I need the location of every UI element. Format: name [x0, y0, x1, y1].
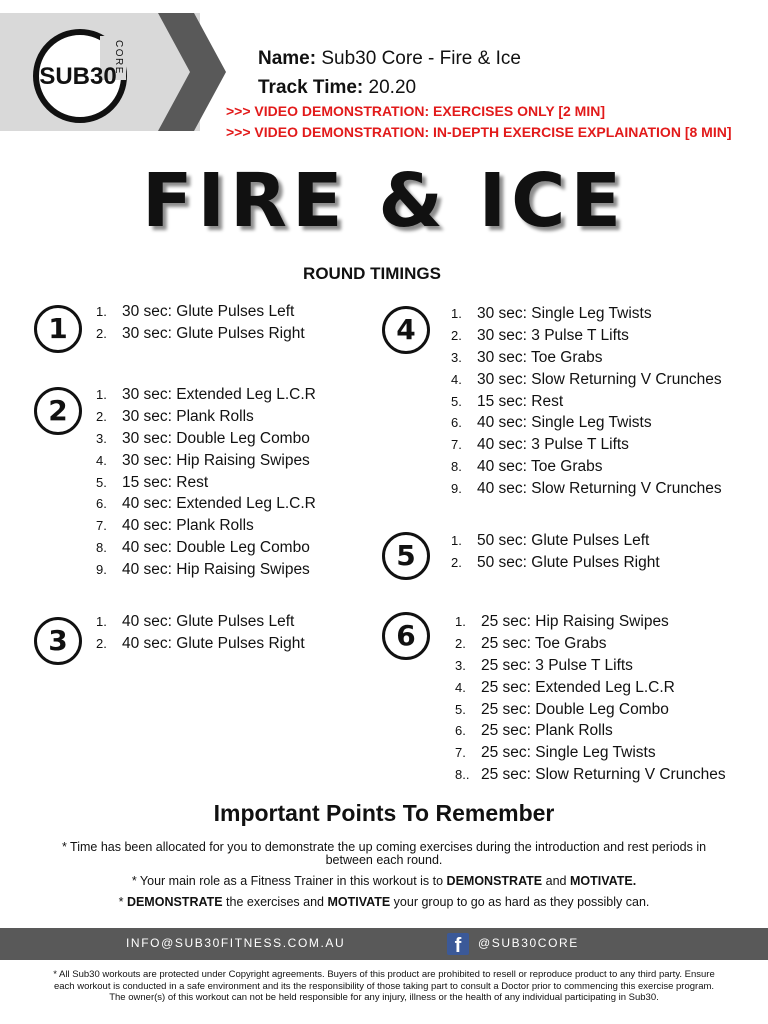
track-time-value: 20.20	[368, 77, 417, 98]
social-handle-link[interactable]: @SUB30CORE	[478, 936, 579, 950]
track-time-label: Track Time:	[258, 77, 364, 98]
contact-email-link[interactable]: INFO@SUB30FITNESS.COM.AU	[126, 936, 346, 950]
round-number-badge: 1	[34, 305, 82, 353]
legal-disclaimer: * All Sub30 workouts are protected under Copyright agreements. Buyers of this product are prohibited to resell or reproduce product to any third party. Ensure each workout is conducted in a safe environment and its the responsibility of those taking part to consult a Doctor prior to commencing this exercise program. The owner(s) of this workout can not be held responsible for any injury, illness or the health of any individual participating in Sub30.	[53, 969, 715, 1003]
note-main-role: * Your main role as a Fitness Trainer in this workout is to DEMONSTRATE and MOTIVATE.	[131, 874, 637, 888]
page-title: FIRE & ICE	[141, 158, 627, 244]
round-number-badge: 5	[382, 532, 430, 580]
name-label: Name:	[258, 48, 317, 69]
workout-info	[258, 44, 521, 102]
important-points-heading: Important Points To Remember	[213, 800, 555, 826]
name-row	[258, 44, 521, 73]
name-value: Sub30 Core - Fire & Ice	[321, 48, 521, 69]
facebook-icon[interactable]: f	[447, 933, 469, 955]
video-link-exercises-only[interactable]: >>> VIDEO DEMONSTRATION: EXERCISES ONLY [2 MIN]	[226, 103, 605, 119]
chevron-arrow-icon	[158, 13, 228, 131]
footer-bar	[0, 928, 768, 960]
note-demonstrate-motivate: * DEMONSTRATE the exercises and MOTIVATE your group to go as hard as they possibly can.	[118, 895, 650, 909]
round-timings-heading: ROUND TIMINGS	[303, 264, 441, 283]
svg-text:CORE: CORE	[113, 40, 124, 75]
track-time-row	[258, 73, 521, 102]
video-link-in-depth[interactable]: >>> VIDEO DEMONSTRATION: IN-DEPTH EXERCISE EXPLAINATION [8 MIN]	[226, 124, 732, 140]
round-number-badge: 4	[382, 306, 430, 354]
note-time-allocated: * Time has been allocated for you to demonstrate the up coming exercises during the introduction and rest periods in between each round.	[61, 840, 707, 867]
round-number-badge: 2	[34, 387, 82, 435]
svg-text:SUB30: SUB30	[39, 63, 117, 90]
sub30-logo	[30, 26, 130, 126]
round-number-badge: 6	[382, 612, 430, 660]
round-number-badge: 3	[34, 617, 82, 665]
